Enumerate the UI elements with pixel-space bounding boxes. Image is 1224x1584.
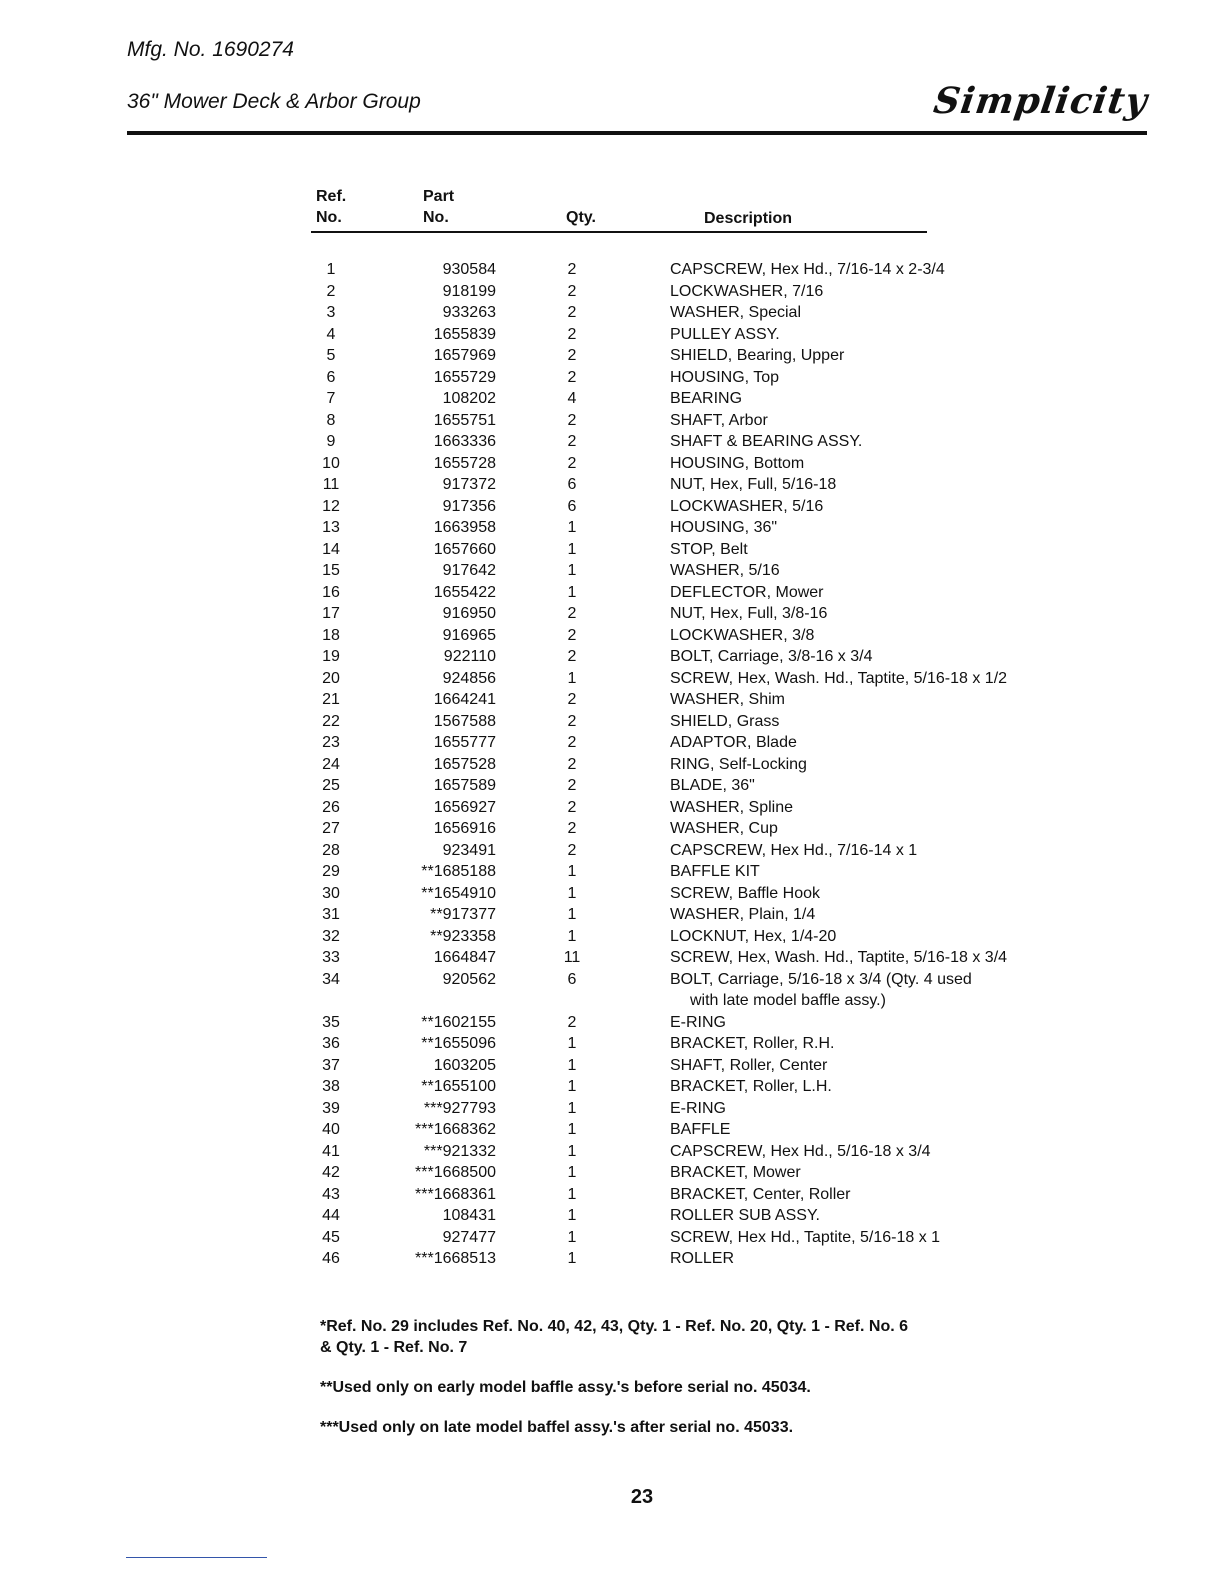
ref-cell: 33: [322, 949, 340, 966]
qty-cell: 4: [567, 390, 577, 407]
table-row: [0, 840, 1224, 862]
ref-cell: 27: [322, 820, 340, 837]
ref-cell: 17: [322, 605, 340, 622]
qty-cell: 1: [567, 1078, 577, 1095]
qty-cell: 2: [567, 605, 577, 622]
brand-logo: Simplicity: [931, 80, 1151, 122]
part-no-cell: 1655839: [433, 325, 496, 343]
description-cell: BOLT, Carriage, 5/16-18 x 3/4 (Qty. 4 used with late model baffle assy.): [670, 970, 972, 1009]
description-cell: LOCKWASHER, 3/8: [670, 626, 815, 644]
part-no-cell: 1664241: [433, 691, 496, 708]
table-row: [0, 1033, 1224, 1055]
description-cell: SHAFT, Arbor: [670, 411, 768, 429]
description-cell: LOCKWASHER, 5/16: [670, 497, 824, 515]
qty-cell: 1: [567, 927, 577, 945]
table-row: [0, 453, 1224, 475]
qty-cell: 1: [567, 1185, 577, 1203]
description-cell: SCREW, Hex, Wash. Hd., Taptite, 5/16-18 x 1/2: [670, 669, 1008, 687]
qty-cell: 2: [567, 304, 577, 321]
ref-cell: 13: [322, 519, 340, 536]
table-row: [0, 1098, 1224, 1120]
ref-cell: 6: [326, 368, 336, 386]
description-cell: BAFFLE KIT: [670, 863, 760, 880]
description-cell: SCREW, Hex Hd., Taptite, 5/16-18 x 1: [670, 1228, 941, 1246]
table-row: [0, 1076, 1224, 1098]
parts-table: [0, 259, 1224, 1270]
part-no-cell: 933263: [442, 304, 496, 321]
table-row: [0, 259, 1224, 281]
table-row: [0, 281, 1224, 303]
header-rule: [127, 131, 1147, 135]
qty-cell: 2: [567, 648, 577, 665]
part-no-cell: 1657660: [433, 540, 496, 558]
qty-cell: 1: [567, 1121, 577, 1138]
part-no-cell: 930584: [442, 261, 496, 278]
table-row: [0, 711, 1224, 733]
qty-cell: 2: [567, 798, 577, 816]
qty-cell: 2: [567, 411, 577, 429]
part-no-cell: 1663958: [433, 519, 496, 536]
description-cell: WASHER, Shim: [670, 691, 785, 708]
ref-cell: 22: [322, 712, 340, 730]
ref-cell: 44: [322, 1207, 340, 1224]
part-no-cell: **1655100: [421, 1078, 496, 1095]
qty-cell: 1: [567, 583, 577, 601]
description-cell: E-RING: [670, 1099, 726, 1117]
table-row: [0, 689, 1224, 711]
table-row: [0, 883, 1224, 905]
part-no-cell: **923358: [430, 927, 496, 945]
part-no-cell: 1657969: [433, 347, 496, 364]
description-cell: ROLLER: [670, 1250, 735, 1267]
part-no-cell: ***1668361: [415, 1185, 496, 1203]
ref-cell: 42: [322, 1164, 340, 1181]
ref-cell: 41: [322, 1142, 340, 1160]
part-no-cell: **1685188: [421, 863, 496, 880]
part-no-cell: 924856: [442, 669, 496, 687]
description-cell: SHIELD, Grass: [670, 712, 780, 730]
qty-cell: 1: [567, 1207, 577, 1224]
qty-cell: 1: [567, 1228, 577, 1246]
table-row: [0, 345, 1224, 367]
description-cell: BLADE, 36": [670, 777, 755, 794]
part-no-cell: 927477: [442, 1228, 496, 1246]
part-no-cell: **1654910: [421, 884, 496, 902]
ref-cell: 35: [322, 1013, 340, 1031]
ref-cell: 45: [322, 1228, 340, 1246]
table-row: [0, 775, 1224, 797]
ref-cell: 8: [326, 411, 336, 429]
qty-cell: 1: [567, 1250, 577, 1267]
qty-cell: 1: [567, 540, 577, 558]
qty-cell: 1: [567, 884, 577, 902]
description-cell: STOP, Belt: [670, 540, 748, 558]
part-no-cell: 916965: [442, 626, 496, 644]
qty-cell: 6: [567, 476, 577, 493]
table-row: [0, 732, 1224, 754]
qty-cell: 2: [567, 691, 577, 708]
description-cell: DEFLECTOR, Mower: [670, 583, 824, 601]
ref-cell: 23: [322, 734, 340, 751]
part-no-cell: 108431: [442, 1207, 496, 1224]
part-no-cell: **1655096: [421, 1035, 496, 1052]
qty-cell: 1: [567, 1142, 577, 1160]
description-cell: SHAFT, Roller, Center: [670, 1056, 828, 1074]
description-cell: LOCKNUT, Hex, 1/4-20: [670, 927, 837, 945]
table-row: [0, 324, 1224, 346]
table-row: [0, 431, 1224, 453]
table-row: [0, 539, 1224, 561]
qty-cell: 1: [567, 1056, 577, 1074]
part-no-cell: ***1668513: [415, 1250, 496, 1267]
table-row: [0, 1248, 1224, 1270]
table-row: [0, 947, 1224, 969]
qty-cell: 11: [563, 949, 581, 966]
table-row: [0, 388, 1224, 410]
table-header-rule: [311, 231, 927, 233]
qty-header: Qty.: [566, 209, 596, 226]
part-no-cell: 108202: [442, 390, 496, 407]
ref-cell: 28: [322, 841, 340, 859]
table-row: [0, 969, 1224, 1012]
description-cell: ROLLER SUB ASSY.: [670, 1207, 820, 1224]
qty-cell: 6: [567, 970, 577, 988]
ref-cell: 40: [322, 1121, 340, 1138]
description-cell: WASHER, Special: [670, 304, 801, 321]
part-no-cell: 922110: [443, 648, 496, 665]
mfg-number: Mfg. No. 1690274: [127, 38, 294, 61]
qty-cell: 1: [567, 863, 577, 880]
part-no-cell: 1655729: [433, 368, 496, 386]
page-number: 23: [630, 1486, 654, 1508]
part-no-cell: ***1668500: [415, 1164, 496, 1181]
description-cell: ADAPTOR, Blade: [670, 734, 797, 751]
table-row: [0, 754, 1224, 776]
ref-cell: 21: [322, 691, 340, 708]
part-no-cell: **1602155: [421, 1013, 496, 1031]
description-cell: BEARING: [670, 390, 743, 407]
table-row: [0, 1141, 1224, 1163]
qty-cell: 2: [567, 1013, 577, 1031]
description-cell: CAPSCREW, Hex Hd., 7/16-14 x 1: [670, 841, 918, 859]
table-row: [0, 646, 1224, 668]
part-no-cell: 1655422: [433, 583, 496, 601]
qty-cell: 2: [567, 282, 577, 300]
qty-cell: 2: [567, 777, 577, 794]
ref-cell: 46: [322, 1250, 340, 1267]
description-cell: HOUSING, 36": [670, 519, 778, 536]
table-row: [0, 1162, 1224, 1184]
description-cell: NUT, Hex, Full, 3/8-16: [670, 605, 828, 622]
description-cell: WASHER, Cup: [670, 820, 778, 837]
footnote-3: ***Used only on late model baffel assy.'s after serial no. 45033.: [320, 1419, 794, 1436]
ref-cell: 32: [322, 927, 340, 945]
description-cell: CAPSCREW, Hex Hd., 5/16-18 x 3/4: [670, 1142, 931, 1160]
table-row: [0, 1055, 1224, 1077]
ref-cell: 4: [326, 325, 336, 343]
table-row: [0, 1184, 1224, 1206]
footnotes: [320, 1316, 920, 1457]
ref-cell: 7: [326, 390, 336, 407]
ref-cell: 20: [322, 669, 340, 687]
part-no-cell: 1663336: [433, 433, 496, 450]
part-no-cell: ***1668362: [415, 1121, 496, 1138]
part-no-cell: 917372: [442, 476, 496, 493]
table-row: [0, 861, 1224, 883]
part-no-cell: 923491: [442, 841, 496, 859]
description-cell: LOCKWASHER, 7/16: [670, 282, 824, 300]
part-no-cell: ***927793: [423, 1099, 496, 1117]
description-header: Description: [704, 210, 793, 227]
ref-cell: 24: [322, 755, 340, 773]
ref-cell: 15: [322, 562, 340, 579]
table-row: [0, 1227, 1224, 1249]
qty-cell: 2: [567, 433, 577, 450]
table-row: [0, 560, 1224, 582]
ref-cell: 10: [322, 454, 340, 472]
description-cell: SCREW, Hex, Wash. Hd., Taptite, 5/16-18 x 3/4: [670, 949, 1008, 966]
table-row: [0, 410, 1224, 432]
table-row: [0, 904, 1224, 926]
ref-cell: 31: [322, 906, 340, 923]
ref-cell: 29: [322, 863, 340, 880]
qty-cell: 2: [567, 755, 577, 773]
table-row: [0, 1012, 1224, 1034]
ref-cell: 11: [322, 476, 340, 493]
table-row: [0, 474, 1224, 496]
qty-cell: 2: [567, 261, 577, 278]
ref-cell: 1: [326, 261, 336, 278]
part-no-cell: 917642: [442, 562, 496, 579]
qty-cell: 1: [567, 562, 577, 579]
description-cell: NUT, Hex, Full, 5/16-18: [670, 476, 837, 493]
qty-cell: 1: [567, 906, 577, 923]
description-cell: RING, Self-Locking: [670, 755, 807, 773]
table-row: [0, 302, 1224, 324]
table-row: [0, 517, 1224, 539]
part-no-cell: 1656916: [433, 820, 496, 837]
ref-cell: 37: [322, 1056, 340, 1074]
part-no-cell: 1656927: [433, 798, 496, 816]
description-cell: SHAFT & BEARING ASSY.: [670, 433, 863, 450]
table-row: [0, 582, 1224, 604]
description-cell: BRACKET, Mower: [670, 1164, 801, 1181]
part-no-cell: ***921332: [423, 1142, 496, 1160]
table-row: [0, 367, 1224, 389]
description-cell: BRACKET, Roller, L.H.: [670, 1078, 832, 1095]
part-no-cell: 1655751: [433, 411, 496, 429]
ref-cell: 14: [322, 540, 340, 558]
description-cell: E-RING: [670, 1013, 726, 1031]
ref-cell: 30: [322, 884, 340, 902]
ref-cell: 25: [322, 777, 340, 794]
part-no-cell: 1664847: [433, 949, 496, 966]
part-no-cell: 1655777: [433, 734, 496, 751]
footnote-1: *Ref. No. 29 includes Ref. No. 40, 42, 43, Qty. 1 - Ref. No. 20, Qty. 1 - Ref. No. 6 & Qty. 1 - Ref. No. 7: [320, 1318, 909, 1356]
description-cell: BOLT, Carriage, 3/8-16 x 3/4: [670, 648, 873, 665]
qty-cell: 6: [567, 497, 577, 515]
qty-cell: 1: [567, 1035, 577, 1052]
table-row: [0, 1119, 1224, 1141]
table-row: [0, 818, 1224, 840]
table-row: [0, 625, 1224, 647]
part-no-cell: 920562: [442, 970, 496, 988]
qty-cell: 1: [567, 1164, 577, 1181]
qty-cell: 2: [567, 347, 577, 364]
ref-cell: 2: [326, 282, 336, 300]
ref-cell: 9: [326, 433, 336, 450]
description-cell: SCREW, Baffle Hook: [670, 884, 820, 902]
qty-cell: 1: [567, 519, 577, 536]
description-cell: BRACKET, Center, Roller: [670, 1185, 851, 1203]
description-cell: WASHER, 5/16: [670, 562, 780, 579]
part-no-cell: 916950: [442, 605, 496, 622]
ref-cell: 12: [322, 497, 340, 515]
part-no-cell: **917377: [430, 906, 496, 923]
description-cell: WASHER, Plain, 1/4: [670, 906, 816, 923]
footer-rule: [126, 1557, 267, 1558]
qty-cell: 2: [567, 368, 577, 386]
qty-cell: 2: [567, 626, 577, 644]
part-no-cell: 1657589: [433, 777, 496, 794]
qty-cell: 2: [567, 712, 577, 730]
page-subtitle: 36" Mower Deck & Arbor Group: [127, 90, 421, 113]
ref-cell: 43: [322, 1185, 340, 1203]
ref-cell: 19: [322, 648, 340, 665]
ref-cell: 39: [322, 1099, 340, 1117]
description-cell: WASHER, Spline: [670, 798, 793, 816]
description-cell: CAPSCREW, Hex Hd., 7/16-14 x 2-3/4: [670, 261, 945, 278]
table-row: [0, 668, 1224, 690]
qty-cell: 1: [567, 669, 577, 687]
part-no-cell: 1567588: [433, 712, 496, 730]
part-header: Part No.: [423, 188, 455, 226]
part-no-cell: 1657528: [433, 755, 496, 773]
qty-cell: 2: [567, 841, 577, 859]
table-row: [0, 496, 1224, 518]
ref-header: Ref. No.: [316, 188, 347, 226]
description-cell: SHIELD, Bearing, Upper: [670, 347, 845, 364]
qty-cell: 2: [567, 325, 577, 343]
part-no-cell: 1655728: [433, 454, 496, 472]
qty-cell: 1: [567, 1099, 577, 1117]
ref-cell: 34: [322, 970, 340, 988]
description-cell: BAFFLE: [670, 1121, 731, 1138]
part-no-cell: 917356: [442, 497, 496, 515]
qty-cell: 2: [567, 454, 577, 472]
ref-cell: 36: [322, 1035, 340, 1052]
ref-cell: 3: [326, 304, 336, 321]
qty-cell: 2: [567, 734, 577, 751]
qty-cell: 2: [567, 820, 577, 837]
footnote-2: **Used only on early model baffle assy.'s before serial no. 45034.: [320, 1379, 811, 1396]
description-cell: BRACKET, Roller, R.H.: [670, 1035, 835, 1052]
ref-cell: 38: [322, 1078, 340, 1095]
table-row: [0, 603, 1224, 625]
description-cell: PULLEY ASSY.: [670, 325, 780, 343]
ref-cell: 18: [322, 626, 340, 644]
part-no-cell: 918199: [442, 282, 496, 300]
table-row: [0, 1205, 1224, 1227]
table-row: [0, 797, 1224, 819]
part-no-cell: 1603205: [433, 1056, 496, 1074]
ref-cell: 26: [322, 798, 340, 816]
description-cell: HOUSING, Top: [670, 368, 780, 386]
ref-cell: 16: [322, 583, 340, 601]
table-row: [0, 926, 1224, 948]
description-cell: HOUSING, Bottom: [670, 454, 805, 472]
ref-cell: 5: [326, 347, 336, 364]
